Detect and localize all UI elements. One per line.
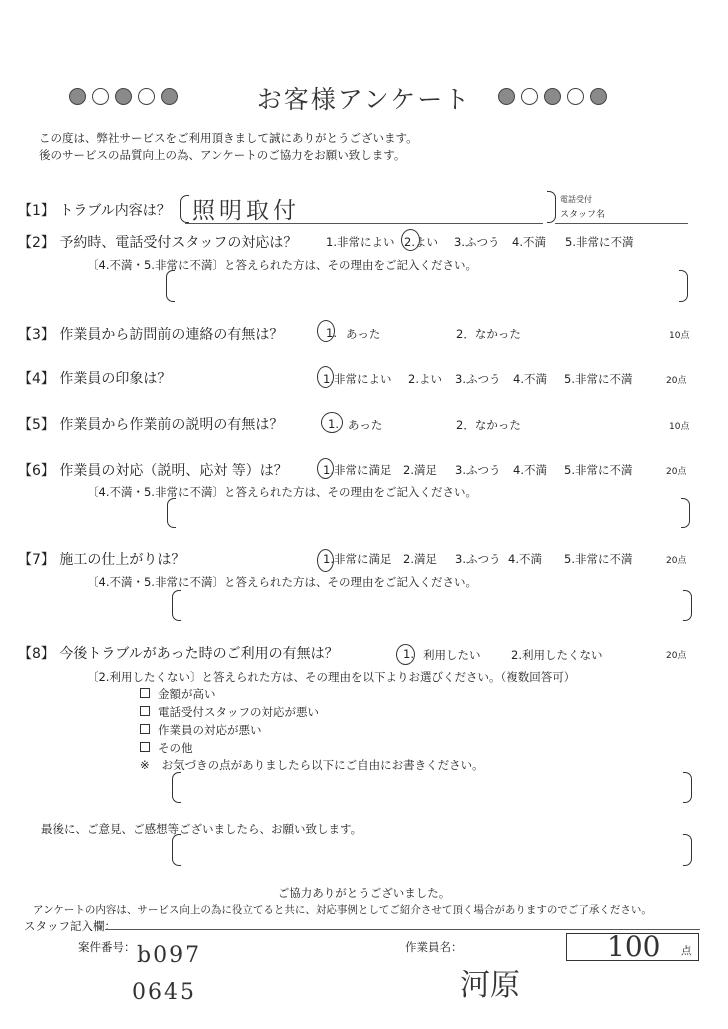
q8-bracket-right <box>683 772 692 803</box>
q2-option-5: 5.非常に不満 <box>565 235 634 249</box>
q4-points: 20点 <box>666 376 687 386</box>
staff-label-1: 電話受付 <box>560 195 592 204</box>
score-unit: 点 <box>681 945 692 957</box>
final-bracket-right <box>683 834 692 866</box>
case-number-1-handwritten: b097 <box>137 943 202 968</box>
q7-points: 20点 <box>666 556 687 566</box>
score-box <box>566 930 699 963</box>
q6-label: 【6】 作業員の対応（説明、応対 等）は？ <box>18 463 288 479</box>
staff-bracket <box>547 191 556 223</box>
q1-answer-handwritten: 照明取付 <box>192 198 300 224</box>
q1-underline <box>185 223 543 224</box>
q8-reason-1[interactable]: 金額が高い <box>140 686 216 702</box>
q2-option-2: 2.よい <box>404 235 438 249</box>
q7-bracket-left <box>172 590 181 621</box>
q4-option-1: 1.非常によい <box>323 372 392 386</box>
final-note: 最後に、ご意見、ご感想等ございましたら、お願い致します。 <box>41 822 363 836</box>
q4-selected-circle <box>317 366 334 388</box>
q2-selected-circle <box>401 229 420 251</box>
q6-option-1: 1.非常に満足 <box>323 463 392 477</box>
q2-option-1: 1.非常によい <box>326 235 395 249</box>
q2-note: 〔4.不満・5.非常に不満〕と答えられた方は、その理由をご記入ください。 <box>87 258 477 272</box>
q5-selected-circle <box>321 412 343 433</box>
score-handwritten: 100 <box>607 930 661 963</box>
q1-bracket-left <box>180 195 189 223</box>
q5-points: 10点 <box>669 422 690 432</box>
q7-label: 【7】 施工の仕上がりは？ <box>18 552 186 568</box>
final-bracket-left <box>172 834 181 866</box>
reason-checkbox[interactable] <box>140 688 150 698</box>
q6-option-5: 5.非常に不満 <box>564 463 633 477</box>
q3-selected-circle <box>317 320 335 342</box>
worker-name-label: 作業員名： <box>405 940 463 954</box>
q7-option-4: 4.不満 <box>508 552 542 566</box>
reason-checkbox[interactable] <box>140 724 150 734</box>
header-dots-right <box>498 88 613 109</box>
q7-selected-circle <box>317 549 334 572</box>
q6-selected-circle <box>317 458 334 479</box>
intro-line-1: この度は、弊社サービスをご利用頂きまして誠にありがとうございます。 <box>39 131 418 145</box>
q2-label: 【2】 予約時、電話受付スタッフの対応は？ <box>18 235 298 251</box>
q4-option-4: 4.不満 <box>513 372 547 386</box>
thanks-text: ご協力ありがとうございました。 <box>277 886 451 900</box>
page-title: お客様アンケート <box>256 85 472 114</box>
q2-option-4: 4.不満 <box>512 235 546 249</box>
intro-line-2: 後のサービスの品質向上の為、アンケートのご協力をお願い致します。 <box>39 148 406 162</box>
q5-option-1-num: 1. <box>328 417 339 431</box>
staff-section-label: スタッフ記入欄： <box>24 919 116 933</box>
q7-option-2: 2.満足 <box>403 552 437 566</box>
q1-label: 【1】 トラブル内容は？ <box>18 203 171 219</box>
q6-bracket-left <box>167 498 176 528</box>
q8-bracket-left <box>172 772 181 803</box>
q3-points: 10点 <box>669 331 690 341</box>
q2-bracket-right <box>679 270 688 302</box>
q4-option-3: 3.ふつう <box>455 372 501 386</box>
q2-option-3: 3.ふつう <box>454 235 500 249</box>
case-number-label: 案件番号： <box>78 940 136 954</box>
q8-points: 20点 <box>666 651 687 661</box>
q6-note: 〔4.不満・5.非常に不満〕と答えられた方は、その理由をご記入ください。 <box>87 485 477 499</box>
q4-label: 【4】 作業員の印象は？ <box>18 371 172 387</box>
disclaimer-text: アンケートの内容は、サービス向上の為に役立てると共に、対応事例としてご紹介させて頂く場合がありますのでご了承ください。 <box>33 904 652 916</box>
q4-option-5: 5.非常に不満 <box>564 372 633 386</box>
q6-option-2: 2.満足 <box>403 463 437 477</box>
q5-option-2: 2．なかった <box>456 418 521 432</box>
q7-option-3: 3.ふつう <box>455 552 501 566</box>
staff-underline <box>555 223 688 224</box>
q3-option-1-num: 1. <box>326 326 337 340</box>
q7-option-5: 5.非常に不満 <box>564 552 633 566</box>
q8-option-1-num: 1. <box>403 647 414 661</box>
staff-label-2: スタッフ名 <box>560 210 606 220</box>
q5-label: 【5】 作業員から作業前の説明の有無は？ <box>18 417 284 433</box>
q8-reason-4[interactable]: その他 <box>140 740 193 756</box>
q7-bracket-right <box>683 590 692 621</box>
reason-checkbox[interactable] <box>140 742 150 752</box>
q6-option-3: 3.ふつう <box>455 463 501 477</box>
q6-bracket-right <box>681 498 690 528</box>
q8-option-1-text: 利用したい <box>423 648 481 662</box>
case-number-2-handwritten: 0645 <box>132 980 196 1005</box>
q8-label: 【8】 今後トラブルがあった時のご利用の有無は？ <box>18 646 339 662</box>
reason-checkbox[interactable] <box>140 706 150 716</box>
q2-bracket-left <box>166 270 175 302</box>
q7-option-1: 1.非常に満足 <box>323 552 392 566</box>
q3-label: 【3】 作業員から訪問前の連絡の有無は？ <box>18 327 284 343</box>
worker-name-handwritten: 河原 <box>460 968 520 1003</box>
q3-option-1-text: あった <box>346 327 381 341</box>
q4-option-2: 2.よい <box>408 372 442 386</box>
q8-note: 〔2.利用したくない〕と答えられた方は、その理由を以下よりお選びください。（複数回答可） <box>87 670 576 684</box>
q6-points: 20点 <box>666 467 687 477</box>
q8-reason-3[interactable]: 作業員の対応が悪い <box>140 722 262 738</box>
q8-option-2: 2.利用したくない <box>511 648 603 662</box>
q3-option-2: 2．なかった <box>456 327 521 341</box>
q8-selected-circle <box>396 644 415 665</box>
q6-option-4: 4.不満 <box>513 463 547 477</box>
q8-free-note: ※ お気づきの点がありましたら以下にご自由にお書きください。 <box>140 758 484 772</box>
q8-reason-2[interactable]: 電話受付スタッフの対応が悪い <box>140 704 319 720</box>
q5-option-1-text: あった <box>348 418 383 432</box>
q7-note: 〔4.不満・5.非常に不満〕と答えられた方は、その理由をご記入ください。 <box>87 575 477 589</box>
